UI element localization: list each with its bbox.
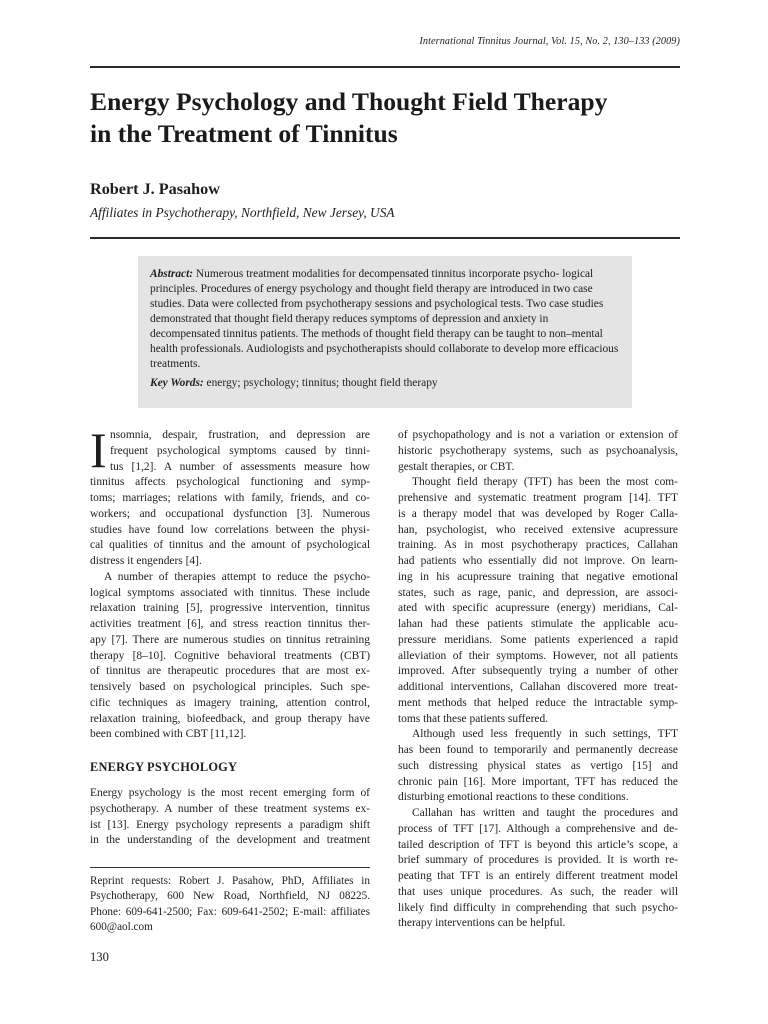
text-line: frequent psychological symptoms caused by tinni-	[110, 444, 370, 457]
text-line: therapy interventions can be helpful.	[398, 917, 566, 930]
text-line: such distressing physical states as vertigo [15] and	[398, 759, 678, 772]
left-column	[90, 422, 370, 935]
abstract-line: in two case studies. Data were collected from psychotherapy sessions and psychological tests.	[150, 283, 593, 310]
text-line: process of TFT [17]. Although a comprehensive and de-	[398, 822, 678, 835]
reprint-footnote	[90, 874, 370, 935]
keywords-list: energy; psychology; tinnitus; thought field therapy	[206, 377, 438, 389]
text-line: relaxation training [5], progressive intervention, tinnitus	[90, 602, 370, 615]
text-line: ated with specific acupressure (energy) meridians, Cal-	[398, 602, 678, 615]
paragraph	[398, 428, 678, 475]
text-line: workers; and occupational dysfunction [3]. Numerous	[90, 507, 370, 520]
text-line: been combined with CBT [11,12].	[90, 728, 247, 741]
text-line: improved. After subsequently trying a number of other	[398, 665, 678, 678]
abstract-line: develop more efficacious treatments.	[150, 343, 619, 370]
text-line: of tinnitus are therapeutic procedures that are most ex-	[90, 665, 370, 678]
intro-paragraph	[90, 422, 370, 570]
text-line: toms that these patients suffered.	[398, 712, 549, 725]
running-head: International Tinnitus Journal, Vol. 15, No. 2, 130–133 (2009)	[419, 36, 680, 47]
paragraph	[398, 727, 678, 806]
paragraph	[398, 806, 678, 932]
text-line: is a therapy model that was developed by Roger Calla-	[398, 507, 678, 520]
text-line: disturbing emotional reactions to these conditions.	[398, 791, 629, 804]
text-line: states, such as rage, panic, and depression, are associ-	[398, 586, 678, 599]
page-number: 130	[90, 950, 109, 964]
footnote-line: Psychotherapy, 600 New Road, Northfield, NJ 08225.	[90, 890, 370, 903]
text-line: alleviation of their symptoms. However, not all patients	[398, 649, 678, 662]
text-line: ing in his acupressure training that negative emotional	[398, 570, 678, 583]
abstract-label: Abstract:	[150, 268, 194, 280]
drop-cap: I	[90, 422, 107, 478]
author-affiliation: Affiliates in Psychotherapy, Northfield, New Jersey, USA	[90, 205, 395, 220]
author-name: Robert J. Pasahow	[90, 180, 220, 198]
header-rule	[90, 237, 680, 239]
text-line: training. As in most psychotherapy practices, Callahan	[398, 539, 678, 552]
title-line: in the Treatment of Tinnitus	[90, 119, 398, 148]
text-line: ment methods that helped reduce the intractable symp-	[398, 696, 678, 709]
footnote-line: Phone: 609-641-2500; Fax: 609-641-2502; E-mail: affiliates	[90, 905, 370, 918]
text-line: tus [1,2]. A number of assessments measure how	[110, 460, 370, 473]
text-line: logical symptoms associated with tinnitus. These include	[90, 586, 370, 599]
text-line: peating that TFT is an entirely different treatment model	[398, 870, 678, 882]
text-line: historic psychotherapy systems, such as psychoanalysis,	[398, 444, 678, 457]
abstract-line: anxiety in decompensated tinnitus patients. The methods of thought field therapy can be taught	[150, 313, 549, 340]
text-line: has been found to temporarily and permanently decrease	[398, 744, 678, 756]
text-line: gestalt therapies, or CBT.	[398, 460, 515, 473]
text-line: Callahan has written and taught the procedures and	[412, 807, 678, 819]
title-line: Energy Psychology and Thought Field Therapy	[90, 87, 608, 116]
text-line: likely find difficulty in comprehending that such psycho-	[398, 901, 678, 914]
keywords-label: Key Words:	[150, 377, 204, 389]
top-rule	[90, 66, 680, 68]
text-line: lahan had these patients stimulate the applicable acu-	[398, 618, 678, 630]
text-line: additional interventions, Callahan discovered more treat-	[398, 681, 678, 693]
text-line: chronic pain [16]. More important, TFT has reduced the	[398, 775, 678, 788]
paragraph	[90, 786, 370, 849]
abstract-line: Two case studies demonstrated that thought field therapy reduces symptoms of depression and	[150, 298, 604, 325]
text-line: Energy psychology is the most recent emerging form of	[90, 787, 370, 799]
text-line: brief summary of procedures is provided. It is worth re-	[398, 854, 678, 867]
text-line: activities treatment [6], and stress reaction tinnitus ther-	[90, 618, 370, 630]
footnote-line: 600@aol.com	[90, 920, 153, 933]
keywords	[150, 376, 620, 391]
footnote-rule	[90, 867, 370, 868]
text-line: tailed description of TFT is beyond this article’s scope, a	[398, 838, 678, 851]
text-line: nsomnia, despair, frustration, and depression are	[110, 429, 370, 441]
article-title	[90, 86, 690, 150]
text-line: had patients who essentially did not improve. On learn-	[398, 555, 678, 567]
abstract-line: to non–mental health professionals. Audiologists and psychotherapists should collaborate to	[150, 328, 603, 355]
text-line: therapy [8–10]. Cognitive behavioral treatments (CBT)	[90, 649, 370, 662]
text-line: relaxation training, biofeedback, and group therapy have	[90, 712, 370, 725]
text-line: Thought field therapy (TFT) has been the most com-	[412, 476, 678, 489]
abstract-text	[150, 267, 620, 372]
text-line: distress it engenders [4].	[90, 555, 202, 567]
footnote-line: Reprint requests: Robert J. Pasahow, PhD, Affiliates in	[90, 875, 370, 887]
text-line: toms; marriages; relations with family, friends, and co-	[90, 492, 370, 504]
text-line: A number of therapies attempt to reduce the psycho-	[104, 570, 370, 583]
paragraph	[398, 475, 678, 727]
text-line: that uses unique procedures. As such, the reader will	[398, 885, 678, 898]
text-line: ist [13]. Energy psychology represents a paradigm shift	[90, 818, 370, 831]
abstract-box	[138, 256, 632, 408]
text-line: pressure meridians. Some patients experienced a rapid	[398, 633, 678, 646]
abstract-line: Numerous treatment modalities for decompensated tinnitus incorporate psycho-	[195, 268, 560, 280]
text-line: psychotherapy. A number of these treatment systems ex-	[90, 802, 370, 815]
abstract-line: logical principles. Procedures of energy psychology and thought field therapy are introduced	[150, 268, 594, 295]
text-line: tinnitus affects psychological functioning and symp-	[90, 476, 370, 489]
text-line: tensively based on psychological principles. Such spe-	[90, 681, 370, 693]
section-heading: ENERGY PSYCHOLOGY	[90, 760, 238, 774]
text-line: Although used less frequently in such settings, TFT	[412, 728, 678, 741]
right-column	[398, 428, 678, 932]
text-line: studies have found low correlations between the physi-	[90, 523, 370, 536]
paragraph	[90, 570, 370, 743]
text-line: apy [7]. There are numerous studies on tinnitus retraining	[90, 633, 370, 646]
text-line: prehensive and systematic treatment program [14]. TFT	[398, 492, 678, 504]
text-line: han, psychologist, who received extensive acupressure	[398, 523, 678, 536]
text-line: cal qualities of tinnitus and the amount of psychological	[90, 539, 370, 552]
text-line: of psychopathology and is not a variation or extension of	[398, 429, 678, 441]
text-line: cific techniques as imagery training, attention control,	[90, 696, 370, 709]
text-line: in the understanding of the development and treatment	[90, 834, 370, 847]
